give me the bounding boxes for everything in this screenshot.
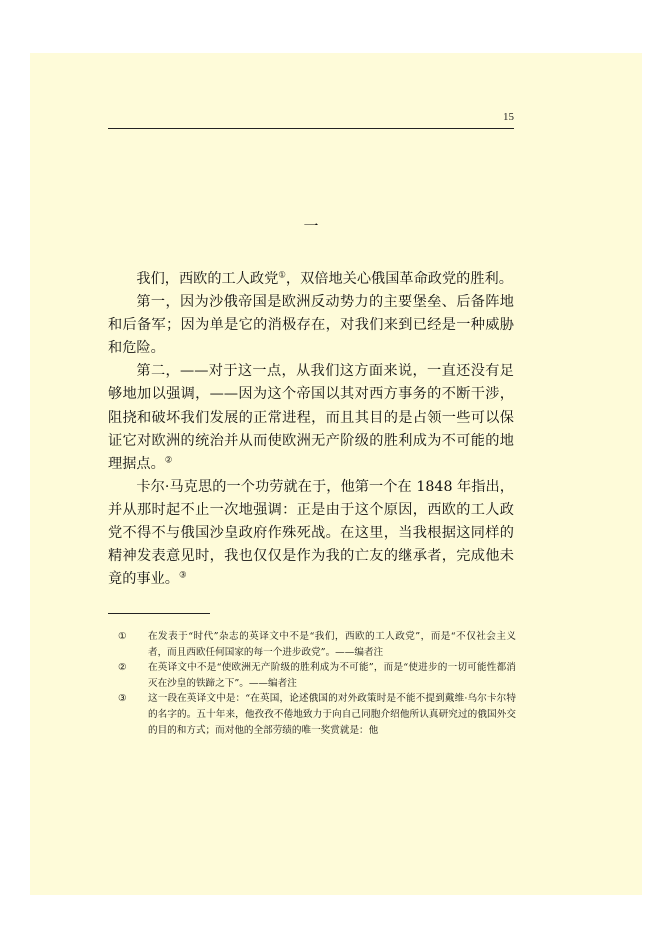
footnote-text: 这一段在英译文中是：“在英国，论述俄国的对外政策时是不能不提到戴维·乌尔卡尔特的名字的。五十年来，他孜孜不倦地致力于向自己同胞介绍他所认真研究过的俄国外交的目的和方式；而对他的全部劳绩的唯一奖赏就是：他 bbox=[148, 693, 516, 736]
paragraph bbox=[108, 360, 514, 475]
footnote-text: 在英译文中不是“使欧洲无产阶级的胜利成为不可能”，而是“使进步的一切可能性都消灭在沙皇的铁蹄之下”。——编者注 bbox=[148, 662, 516, 689]
footnote-text: 在发表于“时代”杂志的英译文中不是“我们，西欧的工人政党”，而是“不仅社会主义者，而且西欧任何国家的每一个进步政党”。——编者注 bbox=[148, 631, 516, 658]
section-title: 一 bbox=[303, 217, 319, 235]
footnote bbox=[118, 691, 516, 738]
paragraph bbox=[108, 476, 514, 591]
footnote bbox=[118, 629, 516, 660]
footnote-mark: ③ bbox=[118, 693, 127, 705]
footnote-ref[interactable]: ② bbox=[164, 455, 173, 466]
paragraph-text: 我们，西欧的工人政党 bbox=[136, 271, 279, 287]
footnote-mark: ② bbox=[118, 662, 127, 674]
paragraph-text: 卡尔·马克思的一个功劳就在于，他第一个在 1848 年指出，并从那时起不止一次地强调：正是由于这个原因，西欧的工人政党不得不与俄国沙皇政府作殊死战。在这里，当我根据这同样的精神发表意见时，我也仅仅是作为我的亡友的继承者，完成他未竟的事业。 bbox=[108, 478, 514, 588]
body-text bbox=[108, 268, 514, 591]
paragraph bbox=[108, 291, 514, 360]
footnote bbox=[118, 660, 516, 691]
paragraph bbox=[108, 268, 514, 291]
page-number: 15 bbox=[503, 111, 514, 123]
header-rule bbox=[108, 128, 514, 129]
paragraph-text: ，双倍地关心俄国革命政党的胜利。 bbox=[285, 271, 513, 287]
footnote-mark: ① bbox=[118, 631, 127, 642]
footnotes bbox=[118, 629, 516, 738]
paragraph-text: 第二，——对于这一点，从我们这方面来说，一直还没有足够地加以强调，——因为这个帝国以其对西方事务的不断干涉，阻挠和破坏我们发展的正常进程，而且其目的是占领一些可以保证它对欧洲的统治并从而使欧洲无产阶级的胜利成为不可能的地理据点。 bbox=[108, 363, 514, 472]
footnote-rule bbox=[108, 613, 210, 614]
footnote-ref[interactable]: ③ bbox=[178, 570, 187, 581]
paragraph-text: 第一，因为沙俄帝国是欧洲反动势力的主要堡垒、后备阵地和后备军；因为单是它的消极存在，对我们来到已经是一种威胁和危险。 bbox=[108, 294, 514, 357]
footnote-ref[interactable]: ① bbox=[278, 270, 286, 281]
